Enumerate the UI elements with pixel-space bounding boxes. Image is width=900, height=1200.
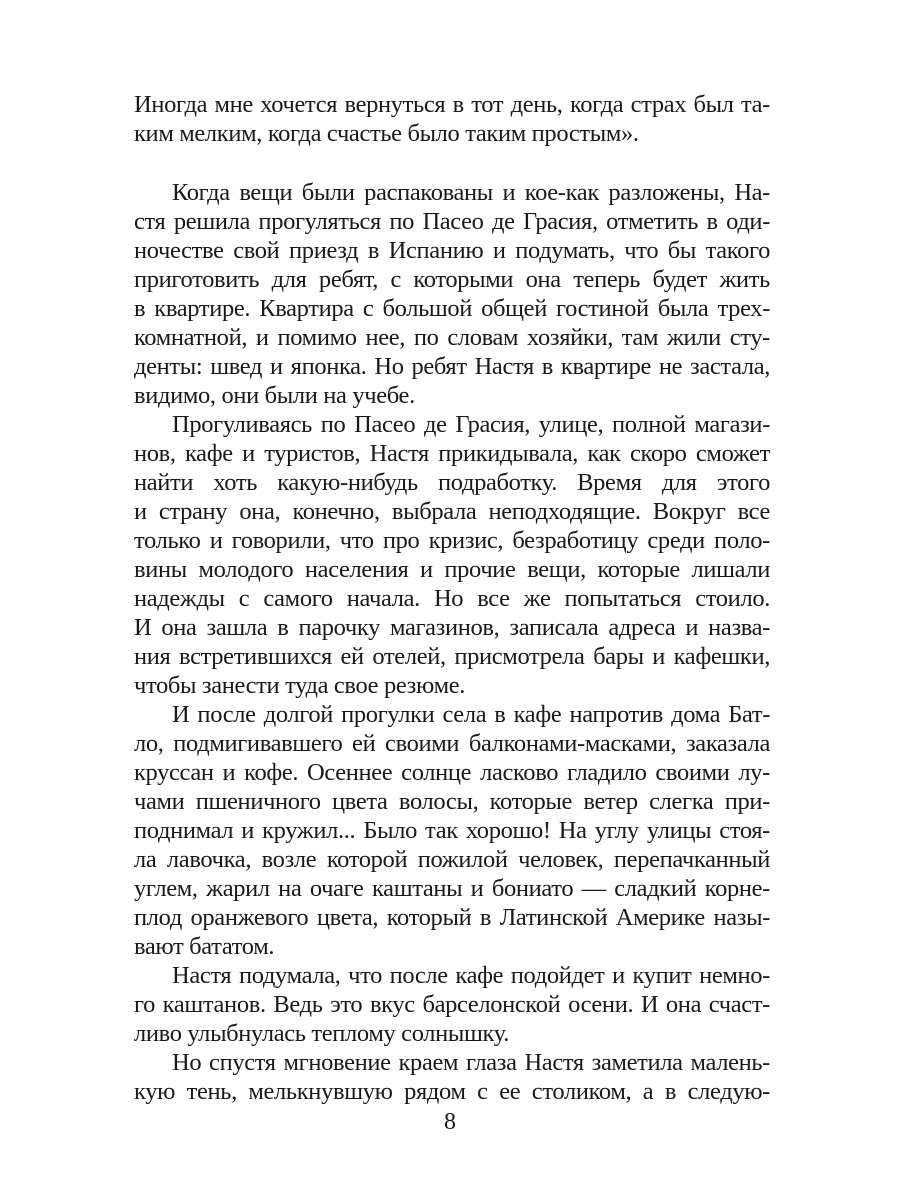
text-line: ливо улыбнулась теплому солнышку. bbox=[134, 1020, 509, 1047]
text-line: Прогуливаясь по Пасео де Грасия, улице, полной магази- bbox=[172, 411, 770, 438]
paragraph bbox=[134, 961, 770, 1048]
text-line: Когда вещи были распакованы и кое-как разложены, На- bbox=[172, 179, 770, 206]
text-line: го каштанов. Ведь это вкус барселонской осени. И она счаст- bbox=[134, 991, 770, 1018]
text-line: вины молодого населения и прочие вещи, которые лишали bbox=[134, 556, 770, 583]
text-line: поднимал и кружил... Было так хорошо! На углу улицы стоя- bbox=[134, 817, 770, 844]
text-line: чтобы занести туда свое резюме. bbox=[134, 672, 466, 699]
text-line: чами пшеничного цвета волосы, которые ветер слегка при- bbox=[134, 788, 770, 815]
text-line: ния встретившихся ей отелей, присмотрела бары и кафешки, bbox=[134, 643, 770, 670]
text-line: комнатной, и помимо нее, по словам хозяйки, там жили сту- bbox=[134, 324, 770, 351]
text-line: плод оранжевого цвета, который в Латинской Америке назы- bbox=[134, 904, 770, 931]
text-line: найти хоть какую-нибудь подработку. Время для этого bbox=[134, 469, 770, 496]
text-line: и страну она, конечно, выбрала неподходящие. Вокруг все bbox=[134, 498, 770, 525]
paragraph bbox=[134, 178, 770, 410]
text-line: в квартире. Квартира с большой общей гостиной была трех- bbox=[134, 295, 770, 322]
text-line: Настя подумала, что после кафе подойдет и купит немно- bbox=[172, 962, 770, 989]
text-line: Иногда мне хочется вернуться в тот день, когда страх был та- bbox=[134, 91, 770, 118]
text-line: кую тень, мелькнувшую рядом с ее столиком, а в следую- bbox=[134, 1078, 770, 1105]
text-line: приготовить для ребят, с которыми она теперь будет жить bbox=[134, 266, 770, 293]
text-line: только и говорили, что про кризис, безработицу среди поло- bbox=[134, 527, 770, 554]
paragraph-continuation bbox=[134, 90, 770, 148]
text-line: ким мелким, когда счастье было таким простым». bbox=[134, 120, 639, 147]
text-line: вают бататом. bbox=[134, 933, 275, 960]
text-line: круссан и кофе. Осеннее солнце ласково гладило своими лу- bbox=[134, 759, 770, 786]
text-line: денты: швед и японка. Но ребят Настя в квартире не застала, bbox=[134, 353, 770, 380]
text-line: И после долгой прогулки села в кафе напротив дома Бат- bbox=[172, 701, 770, 728]
paragraph bbox=[134, 1048, 770, 1106]
text-line: ночестве свой приезд в Испанию и подумать, что бы такого bbox=[134, 237, 770, 264]
text-line: надежды с самого начала. Но все же попытаться стоило. bbox=[134, 585, 770, 612]
text-line: ла лавочка, возле которой пожилой человек, перепачканный bbox=[134, 846, 770, 873]
text-line: углем, жарил на очаге каштаны и бониато — сладкий корне- bbox=[134, 875, 770, 902]
page-number: 8 bbox=[444, 1109, 456, 1135]
section-gap bbox=[134, 148, 770, 178]
text-line: ло, подмигивавшего ей своими балконами-масками, заказала bbox=[134, 730, 770, 757]
text-line: видимо, они были на учебе. bbox=[134, 382, 415, 409]
book-page bbox=[134, 90, 770, 1106]
text-line: стя решила прогуляться по Пасео де Грасия, отметить в оди- bbox=[134, 208, 770, 235]
text-line: нов, кафе и туристов, Настя прикидывала, как скоро сможет bbox=[134, 440, 770, 467]
paragraph bbox=[134, 700, 770, 961]
text-line: И она зашла в парочку магазинов, записала адреса и назва- bbox=[134, 614, 770, 641]
text-line: Но спустя мгновение краем глаза Настя заметила малень- bbox=[172, 1049, 770, 1076]
paragraph bbox=[134, 410, 770, 700]
